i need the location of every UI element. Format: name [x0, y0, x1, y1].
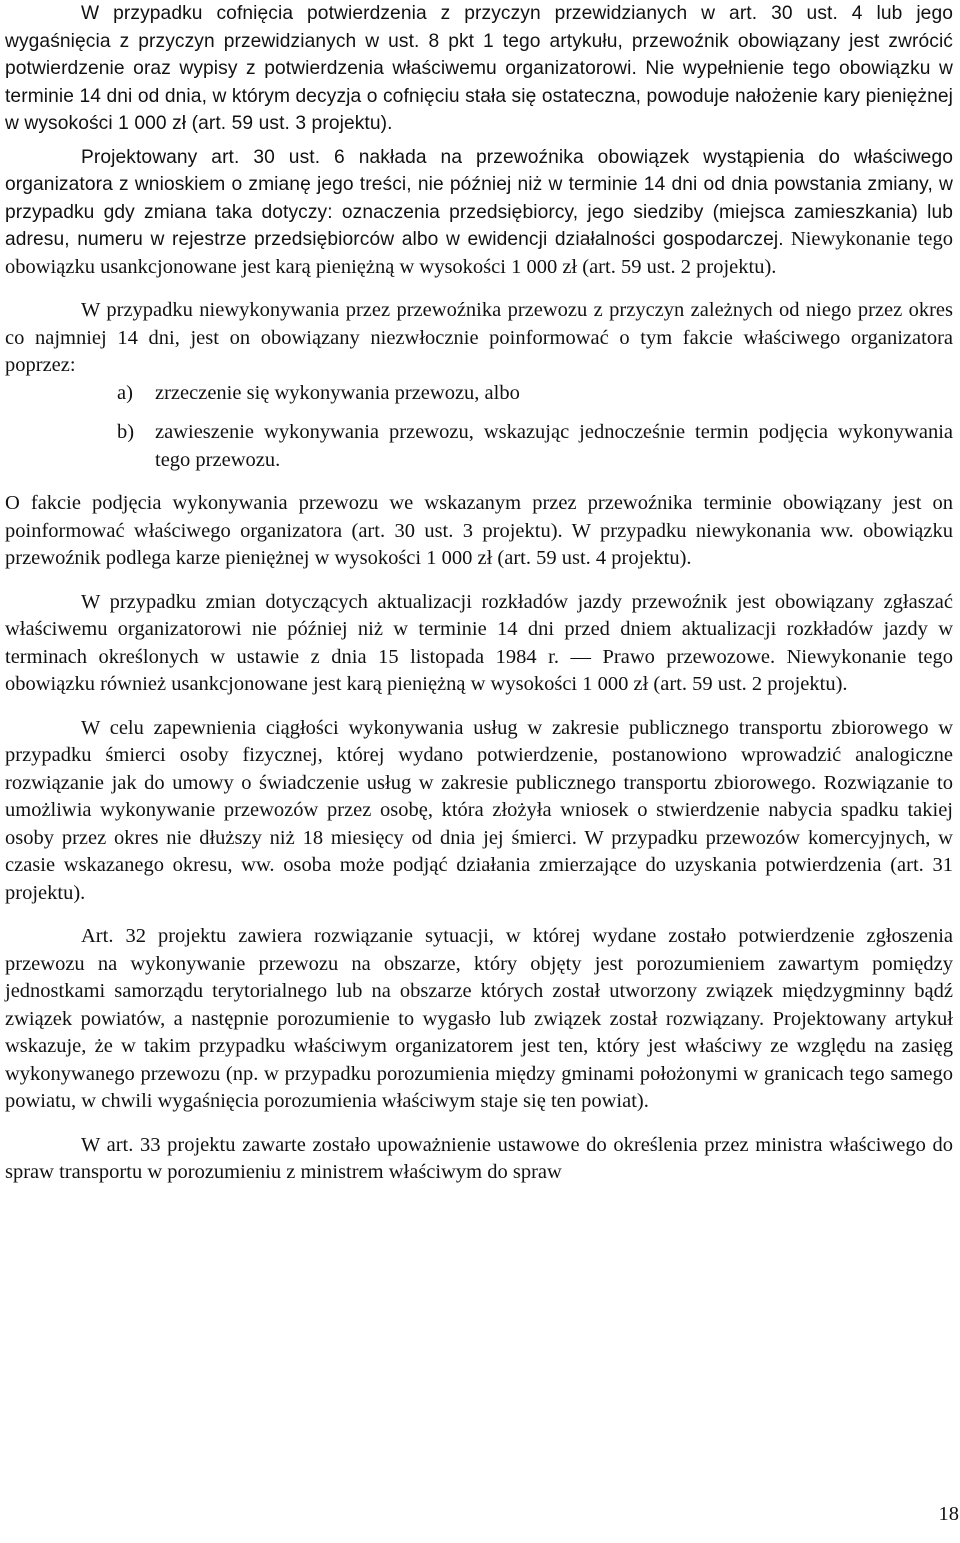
- list-item: [5, 380, 953, 408]
- paragraph-text-serif: Niewykonanie tego obowiązku usankcjonowane jest karą pieniężną w wysokości 1 000 zł (art. 59 ust. 2 projektu).: [5, 228, 954, 278]
- paragraph-revocation: [5, 0, 953, 138]
- paragraph-article-32: Art. 32 projektu zawiera rozwiązanie sytuacji, w której wydane zostało potwierdzenie zgłoszenia przewozu na wykonywanie przewozu na obszarze, który objęty jest porozumieniem zawartym pomiędzy jednostkami samorządu terytorialnego lub na obszarze których został utworzony związek międzygminny bądź związek powiatów, a następnie porozumienie to wygasło lub związek został rozwiązany. Projektowany artykuł wskazuje, że w takim przypadku właściwym organizatorem jest ten, który jest właściwy ze względu na zasięg wykonywanego przewozu (np. w przypadku porozumienia między gminami położonymi w granicach tego samego powiatu, w chwili wygaśnięcia porozumienia właściwym staje się ten powiat).: [5, 925, 953, 1112]
- paragraph-article-30-6: [5, 144, 953, 282]
- list-marker: b): [117, 421, 135, 443]
- paragraph-continuity: W celu zapewnienia ciągłości wykonywania usług w zakresie publicznego transportu zbiorowego w przypadku śmierci osoby fizycznej, której wydano potwierdzenie, postanowiono wprowadzić analogiczne rozwiązanie jak do umowy o świadczenie usług w zakresie publicznego transportu zbiorowego. Rozwiązanie to umożliwia wykonywanie przewozów przez osobę, która złożyła wniosek o stwierdzenie nabycia spadku takiej osoby przez okres nie dłuższy niż 18 miesięcy od dnia jej śmierci. W przypadku przewozów komercyjnych, w czasie wskazanego okresu, ww. osoba może podjąć działania zmierzające do uzyskania potwierdzenia (art. 31 projektu).: [5, 716, 953, 904]
- document-page: [5, 0, 953, 1187]
- paragraph-text: W przypadku cofnięcia potwierdzenia z przyczyn przewidzianych w art. 30 ust. 4 lub jego wygaśnięcia z przyczyn przewidzianych w ust. 8 pkt 1 tego artykułu, przewoźnik obowiązany jest zwrócić potwierdzenie oraz wypisy z potwierdzenia właściwemu organizatorowi. Nie wypełnienie tego obowiązku w terminie 14 dni od dnia, w którym decyzja o cofnięciu stała się ostateczna, powoduje nałożenie kary pieniężnej w wysokości 1 000 zł (art. 59 ust. 3 projektu).: [5, 3, 953, 134]
- paragraph-article-33: W art. 33 projektu zawarte zostało upoważnienie ustawowe do określenia przez ministra właściwego do spraw transportu w porozumieniu z ministrem właściwym do spraw: [5, 1133, 953, 1183]
- paragraph-timetable-changes: W przypadku zmian dotyczących aktualizacji rozkładów jazdy przewoźnik jest obowiązany zgłaszać właściwemu organizatorowi nie później niż w terminie 14 dni przed dniem aktualizacji rozkładów jazdy w terminach określonych w ustawie z dnia 15 listopada 1984 r. — Prawo przewozowe. Niewykonanie tego obowiązku również usankcjonowane jest karą pieniężną w wysokości 1 000 zł (art. 59 ust. 2 projektu).: [5, 590, 953, 695]
- options-list: [5, 380, 953, 475]
- paragraph-non-performance: W przypadku niewykonywania przez przewoźnika przewozu z przyczyn zależnych od niego przez okres co najmniej 14 dni, jest on obowiązany niezwłocznie poinformować o tym fakcie właściwego organizatora poprzez:: [5, 299, 953, 376]
- paragraph-resumption: O fakcie podjęcia wykonywania przewozu we wskazanym przez przewoźnika terminie obowiązany jest on poinformować właściwego organizatora (art. 30 ust. 3 projektu). W przypadku niewykonania ww. obowiązku przewoźnik podlega karze pieniężnej w wysokości 1 000 zł (art. 59 ust. 4 projektu).: [5, 492, 953, 569]
- page-number: 18: [938, 1503, 959, 1525]
- list-item-text: zawieszenie wykonywania przewozu, wskazując jednocześnie termin podjęcia wykonywania tego przewozu.: [155, 421, 953, 471]
- list-item-text: zrzeczenie się wykonywania przewozu, albo: [155, 381, 520, 404]
- list-item: [5, 419, 953, 474]
- paragraph-text-sans: Projektowany art. 30 ust. 6 nakłada na przewoźnika obowiązek wystąpienia do właściwego organizatora z wnioskiem o zmianę jego treści, nie później niż w terminie 14 dni od dnia powstania zmiany, w przypadku gdy zmiana taka dotyczy: oznaczenia przedsiębiorcy, jego siedziby (miejsca zamieszkania) lub adresu, numeru w rejestrze przedsiębiorców albo w ewidencji działalności gospodarczej.: [5, 146, 953, 250]
- list-marker: a): [117, 381, 133, 404]
